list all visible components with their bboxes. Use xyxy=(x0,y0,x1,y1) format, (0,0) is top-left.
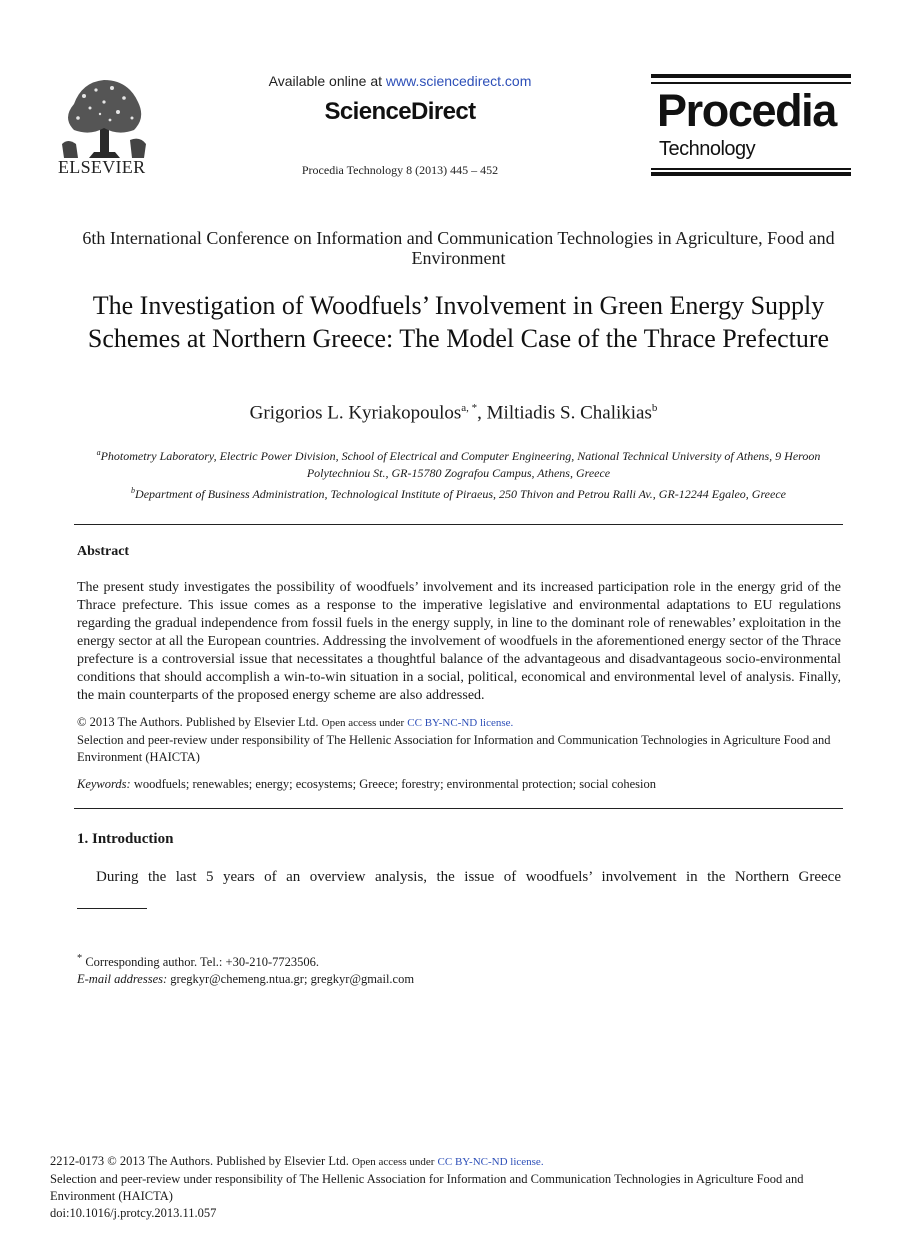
footnote-marker: * xyxy=(77,953,83,964)
issn-copyright: 2212-0173 © 2013 The Authors. Published by Elsevier Ltd. xyxy=(50,1154,349,1168)
abstract-copyright xyxy=(77,714,841,766)
author-affiliation-marker: b xyxy=(651,402,658,414)
corresponding-author xyxy=(77,950,837,971)
author-list xyxy=(0,402,907,424)
corresponding-text: Corresponding author. Tel.: +30-210-7723506. xyxy=(85,955,320,970)
procedia-wordmark: Procedia xyxy=(657,85,836,136)
copyright-text: © 2013 The Authors. Published by Elsevier Ltd. xyxy=(77,715,319,729)
abstract-heading: Abstract xyxy=(77,544,130,559)
footnote xyxy=(77,950,837,988)
journal-reference: Procedia Technology 8 (2013) 445 – 452 xyxy=(301,163,499,177)
author-separator: , xyxy=(477,402,487,424)
affiliation-text: Department of Business Administration, Technological Institute of Piraeus, 250 Thivon and Petrou Ralli Av., GR-12244 Egaleo, Greece xyxy=(135,487,786,501)
issn-line xyxy=(50,1153,850,1171)
keywords-label: Keywords: xyxy=(77,777,131,791)
footer-peer-review: Selection and peer-review under responsibility of The Hellenic Association for Information and Communication Technologies in Agriculture Food and Environment (HAICTA) xyxy=(50,1172,804,1203)
peer-review-text: Selection and peer-review under responsibility of The Hellenic Association for Information and Communication Technologies in Agriculture Food and Environment (HAICTA) xyxy=(77,733,831,764)
affiliation-b xyxy=(80,482,837,503)
divider xyxy=(74,524,843,525)
sciencedirect-link[interactable]: www.sciencedirect.com xyxy=(385,73,532,89)
author-name: Grigorios L. Kyriakopoulos xyxy=(249,402,462,424)
divider xyxy=(74,808,843,809)
keywords xyxy=(77,777,656,792)
section-heading: 1. Introduction xyxy=(77,831,174,847)
doi[interactable]: doi:10.1016/j.protcy.2013.11.057 xyxy=(50,1206,217,1220)
footnote-rule xyxy=(77,908,147,909)
technology-wordmark: Technology xyxy=(659,138,756,160)
open-access-label: Open access under xyxy=(321,717,405,729)
available-online-label: Available online at xyxy=(268,73,386,89)
abstract-body: The present study investigates the possibility of woodfuels’ involvement and its increased participation role in the energy grid of the Thrace prefecture. This issue comes as a response to the imperative legislative and environmental adaptations to EU regulations regarding the gradual independence from fossil fuels in the energy supply, in line to the dominant role of renewables’ exploitation in the energy sector at all the European countries. Addressing the involvement of woodfuels in the aforementioned energy sector of the Thrace prefecture is a controversial issue that necessitates a thoughtful balance of the advantageous and disadvantageous socio-environmental conditions that should accomplish a win-to-win situation in a social, political, economical and environmental level of analysis. Finally, the main counterparts of the proposed energy scheme are also addressed. xyxy=(77,580,841,703)
sciencedirect-logo: ScienceDirect xyxy=(324,98,476,125)
page-footer xyxy=(50,1153,850,1222)
conference-name: 6th International Conference on Information and Communication Technologies in Agriculture, Food and Environment xyxy=(82,228,835,268)
open-access-label: Open access under xyxy=(351,1156,435,1168)
procedia-technology-logo xyxy=(651,74,851,176)
email-addresses: gregkyr@chemeng.ntua.gr; gregkyr@gmail.com xyxy=(170,972,415,987)
email-label: E-mail addresses: xyxy=(77,972,168,987)
author-name: Miltiadis S. Chalikias xyxy=(486,402,652,424)
affiliation-marker: a xyxy=(96,448,101,457)
license-link[interactable]: CC BY-NC-ND license. xyxy=(407,717,514,729)
affiliation-a xyxy=(80,444,837,482)
introduction-text: During the last 5 years of an overview analysis, the issue of woodfuels’ involvement in the Northern Greece xyxy=(96,869,841,885)
affiliations xyxy=(80,444,837,503)
affiliation-marker: b xyxy=(131,486,136,495)
elsevier-wordmark: ELSEVIER xyxy=(58,157,146,177)
email-line xyxy=(77,971,837,988)
keywords-list: woodfuels; renewables; energy; ecosystems; Greece; forestry; environmental protection; social cohesion xyxy=(133,777,656,791)
license-link[interactable]: CC BY-NC-ND license. xyxy=(437,1156,544,1168)
copyright-line xyxy=(77,714,841,732)
paper-title: The Investigation of Woodfuels’ Involvement in Green Energy Supply Schemes at Northern Greece: The Model Case of the Thrace Prefecture xyxy=(87,291,830,353)
affiliation-text: Photometry Laboratory, Electric Power Division, School of Electrical and Computer Engineering, National Technical University of Athens, 9 Heroon Polytechniou St., GR-15780 Zografou Campus, Athens, Greece xyxy=(100,449,821,480)
author-affiliation-marker: a, * xyxy=(461,402,478,414)
